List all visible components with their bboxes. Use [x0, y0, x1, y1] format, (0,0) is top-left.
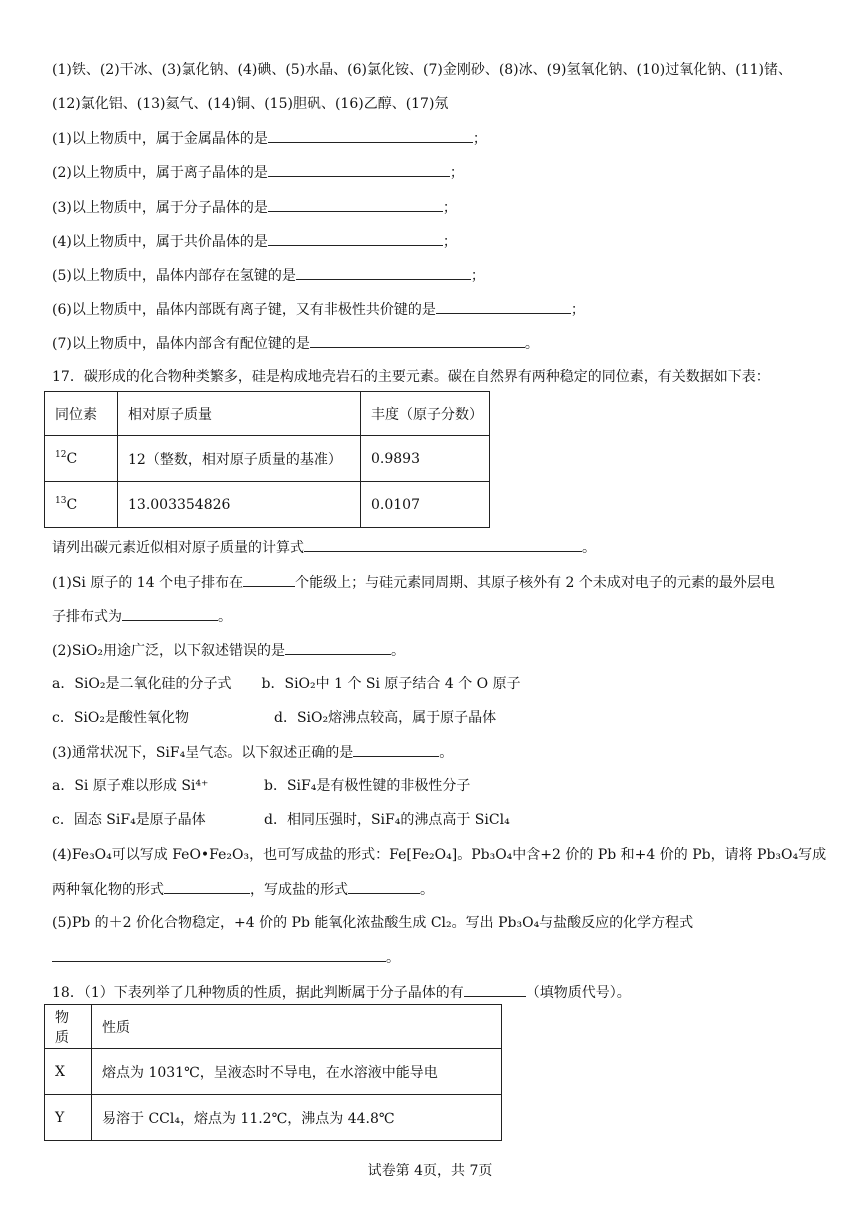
table-cell: X [45, 1049, 92, 1095]
table-row [45, 1049, 502, 1095]
q18-intro: 18．（1）下表列举了几种物质的性质，据此判断属于分子晶体的有 （填物质代号）。 [52, 982, 631, 1003]
table-header-cell: 性质 [92, 1005, 502, 1049]
table-cell: 13.003354826 [118, 482, 361, 528]
q17-part2-options-cd [52, 708, 496, 728]
answer-blank[interactable] [268, 162, 450, 177]
option-a[interactable]: a．SiO₂是二氧化硅的分子式 [52, 676, 232, 692]
answer-blank[interactable] [310, 333, 525, 348]
answer-blank[interactable] [353, 742, 439, 757]
answer-blank[interactable] [436, 299, 571, 314]
option-a[interactable]: a．Si 原子难以形成 Si⁴⁺ [52, 778, 209, 794]
table-cell: 易溶于 CCl₄，熔点为 11.2℃，沸点为 44.8℃ [92, 1095, 502, 1141]
q17-part4-line2: 两种氧化物的形式 ，写成盐的形式 。 [52, 879, 434, 900]
q17-part3-options-ab [52, 776, 470, 796]
q17-part3: (3)通常状况下，SiF₄呈气态。以下叙述正确的是 。 [52, 742, 453, 763]
q16-item-6: (6)以上物质中，晶体内部既有离子键，又有非极性共价键的是 ； [52, 299, 585, 320]
table-row [45, 482, 490, 528]
q16-item-2: (2)以上物质中，属于离子晶体的是 ； [52, 162, 464, 183]
table-header-cell: 同位素 [45, 392, 118, 436]
option-d[interactable]: d．SiO₂熔沸点较高，属于原子晶体 [274, 710, 497, 726]
isotope-table [44, 391, 490, 528]
q17-part2-options-ab [52, 674, 521, 694]
answer-blank[interactable] [296, 265, 471, 280]
q16-item-3: (3)以上物质中，属于分子晶体的是 ； [52, 197, 457, 218]
q17-part5-answer: 。 [52, 947, 400, 968]
table-header-cell: 相对原子质量 [118, 392, 361, 436]
q17-part1-line1: (1)Si 原子的 14 个电子排布在 个能级上；与硅元素同周期、其原子核外有 2 个未成对电子的元素的最外层电 [52, 572, 775, 593]
property-table [44, 1004, 502, 1141]
answer-blank[interactable] [285, 640, 391, 655]
table-header-row [45, 392, 490, 436]
option-b[interactable]: b．SiO₂中 1 个 Si 原子结合 4 个 O 原子 [261, 676, 521, 692]
answer-blank[interactable] [268, 231, 443, 246]
table-cell: Y [45, 1095, 92, 1141]
q16-item-5: (5)以上物质中，晶体内部存在氢键的是 ； [52, 265, 485, 286]
q16-item-4: (4)以上物质中，属于共价晶体的是 ； [52, 231, 457, 252]
table-header-cell: 物质 [45, 1005, 92, 1049]
table-cell: 熔点为 1031℃，呈液态时不导电，在水溶液中能导电 [92, 1049, 502, 1095]
q17-part2: (2)SiO₂用途广泛，以下叙述错误的是 。 [52, 640, 405, 661]
q17-part5: (5)Pb 的＋2 价化合物稳定，+4 价的 Pb 能氧化浓盐酸生成 Cl₂。写出 Pb₃O₄与盐酸反应的化学方程式 [52, 915, 694, 931]
q17-part4-line1: (4)Fe₃O₄可以写成 FeO•Fe₂O₃，也可写成盐的形式：Fe[Fe₂O₄]。Pb₃O₄中含+2 价的 Pb 和+4 价的 Pb，请将 Pb₃O₄写成 [52, 847, 827, 863]
answer-blank[interactable] [268, 197, 443, 212]
answer-blank[interactable] [164, 879, 250, 894]
table-header-row [45, 1005, 502, 1049]
page-footer: 试卷第 4页，共 7页 [367, 1163, 493, 1179]
table-cell-isotope: $^{13}$C [45, 482, 118, 528]
q16-substance-list-line2: (12)氯化铝、(13)氦气、(14)铜、(15)胆矾、(16)乙醇、(17)氖 [52, 96, 449, 112]
option-c[interactable]: c．固态 SiF₄是原子晶体 [52, 812, 206, 828]
option-c[interactable]: c．SiO₂是酸性氧化物 [52, 710, 189, 726]
answer-blank[interactable] [304, 537, 582, 552]
table-row [45, 1095, 502, 1141]
q16-substance-list-line1: (1)铁、(2)干冰、(3)氯化钠、(4)碘、(5)水晶、(6)氯化铵、(7)金刚砂、(8)冰、(9)氢氧化钠、(10)过氧化钠、(11)锗、 [52, 62, 792, 78]
option-b[interactable]: b．SiF₄是有极性键的非极性分子 [264, 778, 471, 794]
q17-part1-line2: 子排布式为 。 [52, 606, 232, 627]
answer-blank[interactable] [348, 879, 420, 894]
answer-blank[interactable] [464, 982, 526, 997]
table-row [45, 436, 490, 482]
option-d[interactable]: d．相同压强时，SiF₄的沸点高于 SiCl₄ [264, 812, 510, 828]
table-cell: 0.9893 [361, 436, 490, 482]
table-cell-isotope: $^{12}$C [45, 436, 118, 482]
q17-calc: 请列出碳元素近似相对原子质量的计算式 。 [52, 537, 596, 558]
table-cell: 0.0107 [361, 482, 490, 528]
answer-blank[interactable] [122, 606, 218, 621]
table-header-cell: 丰度（原子分数） [361, 392, 490, 436]
answer-blank[interactable] [268, 128, 473, 143]
table-cell: 12（整数，相对原子质量的基准） [118, 436, 361, 482]
q16-item-1: (1)以上物质中，属于金属晶体的是 ； [52, 128, 487, 149]
q17-intro: 17．碳形成的化合物种类繁多，硅是构成地壳岩石的主要元素。碳在自然界有两种稳定的同位素，有关数据如下表： [52, 369, 770, 385]
answer-blank[interactable] [52, 947, 386, 962]
answer-blank[interactable] [243, 572, 295, 587]
q17-part3-options-cd [52, 810, 510, 830]
q16-item-7: (7)以上物质中，晶体内部含有配位键的是 。 [52, 333, 539, 354]
